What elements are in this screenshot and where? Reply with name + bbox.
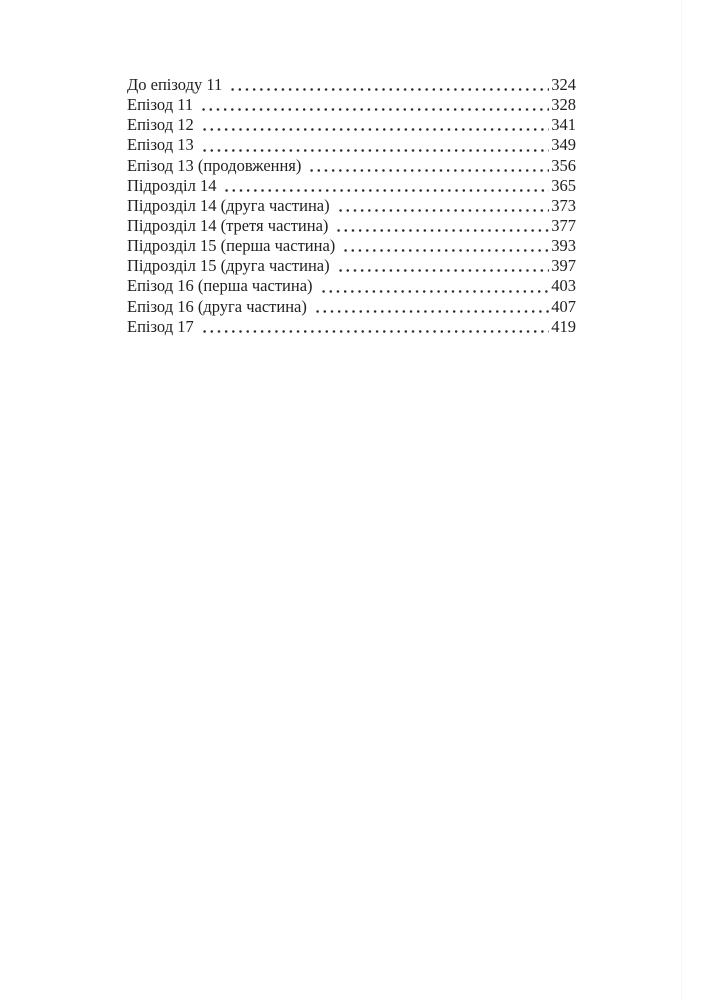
toc-entry — [127, 115, 576, 135]
dot-leader — [337, 256, 550, 276]
toc-entry — [127, 256, 576, 276]
toc-entry-title: Епізод 13 — [127, 135, 194, 155]
toc-entry-title: Підрозділ 15 (перша частина) — [127, 236, 336, 256]
dot-leader — [337, 196, 550, 216]
toc-entry — [127, 95, 576, 115]
dot-leader — [335, 216, 549, 236]
toc-entry-page-number: 407 — [551, 296, 576, 316]
toc-entry-page-number: 377 — [551, 215, 576, 235]
toc-entry-title: Епізод 13 (продовження) — [127, 155, 302, 175]
dot-leader — [223, 176, 549, 196]
dot-leader — [308, 156, 549, 176]
toc-entry-title: Підрозділ 14 (третя частина) — [127, 215, 329, 235]
toc-entry-page-number: 393 — [551, 236, 576, 256]
toc-entry — [127, 196, 576, 216]
toc-entry — [127, 75, 576, 95]
dot-leader — [201, 317, 550, 337]
toc-entry-page-number: 365 — [551, 175, 576, 195]
toc-entry-page-number: 324 — [551, 75, 576, 94]
dot-leader — [320, 276, 550, 296]
toc-entry-page-number: 356 — [551, 155, 576, 175]
toc-entry — [127, 317, 576, 337]
dot-leader — [201, 135, 550, 155]
toc-entry-page-number: 328 — [551, 95, 576, 115]
toc-entry — [127, 236, 576, 256]
toc-entry-page-number: 403 — [551, 276, 576, 296]
toc-entry-title: Епізод 16 (друга частина) — [127, 296, 307, 316]
toc-entry — [127, 176, 576, 196]
toc-entry — [127, 297, 576, 317]
toc-entry-title: Підрозділ 14 — [127, 175, 217, 195]
toc-entry — [127, 135, 576, 155]
toc-entry-page-number: 397 — [551, 256, 576, 276]
toc-entry-title: До епізоду 11 — [127, 75, 223, 94]
table-of-contents — [127, 75, 576, 337]
toc-entry-title: Епізод 17 — [127, 316, 194, 336]
toc-entry-page-number: 341 — [551, 115, 576, 135]
toc-entry-page-number: 373 — [551, 195, 576, 215]
toc-entry-page-number: 419 — [551, 316, 576, 336]
toc-entry — [127, 276, 576, 296]
toc-entry — [127, 216, 576, 236]
toc-entry-title: Підрозділ 14 (друга частина) — [127, 195, 330, 215]
dot-leader — [314, 297, 549, 317]
dot-leader — [201, 115, 550, 135]
toc-entry-title: Підрозділ 15 (друга частина) — [127, 256, 330, 276]
toc-entry-page-number: 349 — [551, 135, 576, 155]
toc-entry-title: Епізод 11 — [127, 95, 194, 115]
toc-entry — [127, 156, 576, 176]
page-edge-shadow — [681, 0, 682, 1000]
dot-leader — [200, 95, 549, 115]
toc-entry-title: Епізод 16 (перша частина) — [127, 276, 313, 296]
dot-leader — [342, 236, 549, 256]
toc-entry-title: Епізод 12 — [127, 115, 194, 135]
dot-leader — [229, 75, 549, 95]
